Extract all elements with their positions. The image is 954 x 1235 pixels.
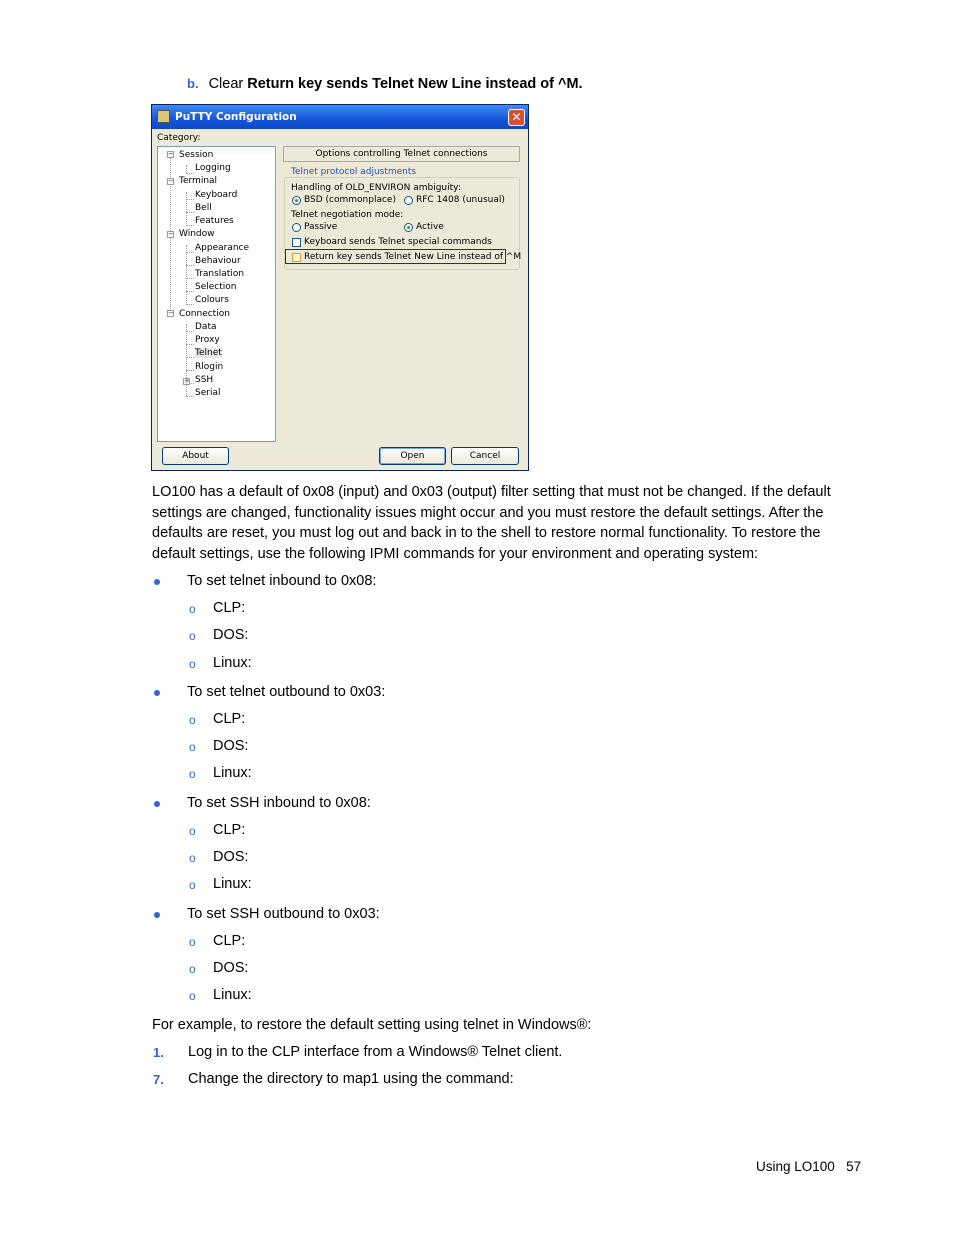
sub-bullet-icon: o <box>189 767 196 781</box>
tree-item-terminal[interactable]: Terminal <box>179 176 218 186</box>
tree-item-session[interactable]: Session <box>179 150 214 160</box>
category-label: Category: <box>157 133 201 143</box>
page-footer <box>756 1159 861 1174</box>
tree-item-rlogin[interactable]: Rlogin <box>195 362 224 372</box>
sub-bullet-icon: o <box>189 602 196 616</box>
tree-item-translation[interactable]: Translation <box>195 269 245 279</box>
sub-bullet-icon: o <box>189 657 196 671</box>
tree-item-selection[interactable]: Selection <box>195 282 237 292</box>
cancel-button[interactable]: Cancel <box>451 447 519 465</box>
tree-item-bell[interactable]: Bell <box>195 203 212 213</box>
collapse-session-icon[interactable]: − <box>168 150 174 158</box>
sub-bullet-icon: o <box>189 935 196 949</box>
keyboard-special-checkbox[interactable] <box>292 238 301 247</box>
tree-item-behaviour[interactable]: Behaviour <box>195 256 241 266</box>
tree-item-serial[interactable]: Serial <box>195 388 221 398</box>
tree-item-colours[interactable]: Colours <box>195 295 229 305</box>
dialog-title: PuTTY Configuration <box>175 111 297 123</box>
radio-active[interactable] <box>404 223 413 232</box>
sub-bullet-icon: o <box>189 824 196 838</box>
negotiation-label: Telnet negotiation mode: <box>291 210 404 220</box>
step-bold-text: Return key sends Telnet New Line instead of ^M. <box>247 76 583 92</box>
putty-config-dialog <box>151 104 529 471</box>
collapse-window-icon[interactable]: − <box>168 230 174 238</box>
bullet-dot-icon <box>154 801 160 807</box>
step-b <box>187 76 583 92</box>
radio-passive-label: Passive <box>304 222 338 232</box>
tree-item-connection[interactable]: Connection <box>179 309 230 319</box>
radio-rfc-label: RFC 1408 (unusual) <box>416 195 505 205</box>
sub-bullet-icon: o <box>189 740 196 754</box>
tree-item-telnet[interactable]: Telnet <box>195 348 222 358</box>
bullet-dot-icon <box>154 912 160 918</box>
sub-bullet-icon: o <box>189 629 196 643</box>
collapse-connection-icon[interactable]: − <box>168 309 174 317</box>
about-button[interactable]: About <box>162 447 229 465</box>
tree-item-proxy[interactable]: Proxy <box>195 335 220 345</box>
radio-rfc[interactable] <box>404 196 413 205</box>
radio-bsd-label: BSD (commonplace) <box>304 195 396 205</box>
return-key-checkbox[interactable] <box>292 253 301 262</box>
environ-label: Handling of OLD_ENVIRON ambiguity: <box>291 183 461 193</box>
radio-bsd[interactable] <box>292 196 301 205</box>
tree-item-data[interactable]: Data <box>195 322 217 332</box>
tree-item-features[interactable]: Features <box>195 216 234 226</box>
dialog-titlebar <box>152 105 528 129</box>
bullet-dot-icon <box>154 579 160 585</box>
open-button[interactable]: Open <box>379 447 446 465</box>
expand-ssh-icon[interactable]: + <box>184 377 190 385</box>
sub-bullet-icon: o <box>189 713 196 727</box>
category-tree[interactable] <box>157 146 276 442</box>
tree-item-window[interactable]: Window <box>179 229 215 239</box>
page-number: 57 <box>846 1159 862 1174</box>
tree-item-keyboard[interactable]: Keyboard <box>195 190 238 200</box>
group-title: Telnet protocol adjustments <box>291 167 417 177</box>
example-intro: For example, to restore the default setting using telnet in Windows®: <box>152 1017 592 1033</box>
sub-bullet-icon: o <box>189 962 196 976</box>
body-paragraph: LO100 has a default of 0x08 (input) and 0x03 (output) filter setting that must not be changed. If the default settings are changed, functionality issues might occur and you must restore the default settings. After the defaults are reset, you must log out and back in to the shell to restore normal functionality. To restore the default settings, use the following IPMI commands for your environment and operating system: <box>152 484 831 562</box>
radio-passive[interactable] <box>292 223 301 232</box>
collapse-terminal-icon[interactable]: − <box>168 177 174 185</box>
sub-bullet-icon: o <box>189 851 196 865</box>
tree-item-appearance[interactable]: Appearance <box>195 243 250 253</box>
return-key-label: Return key sends Telnet New Line instead of ^M <box>304 252 522 262</box>
sub-bullet-icon: o <box>189 878 196 892</box>
panel-header: Options controlling Telnet connections <box>283 146 520 162</box>
radio-active-label: Active <box>416 222 444 232</box>
tree-item-logging[interactable]: Logging <box>195 163 231 173</box>
footer-section: Using LO100 <box>756 1159 835 1174</box>
tree-item-ssh[interactable]: SSH <box>195 375 214 385</box>
keyboard-special-label: Keyboard sends Telnet special commands <box>304 237 492 247</box>
close-button[interactable]: ✕ <box>508 109 525 126</box>
sub-bullet-icon: o <box>189 989 196 1003</box>
bullet-dot-icon <box>154 690 160 696</box>
step-number: b. <box>187 76 199 91</box>
step-prefix: Clear <box>208 76 248 92</box>
putty-icon <box>157 110 170 123</box>
